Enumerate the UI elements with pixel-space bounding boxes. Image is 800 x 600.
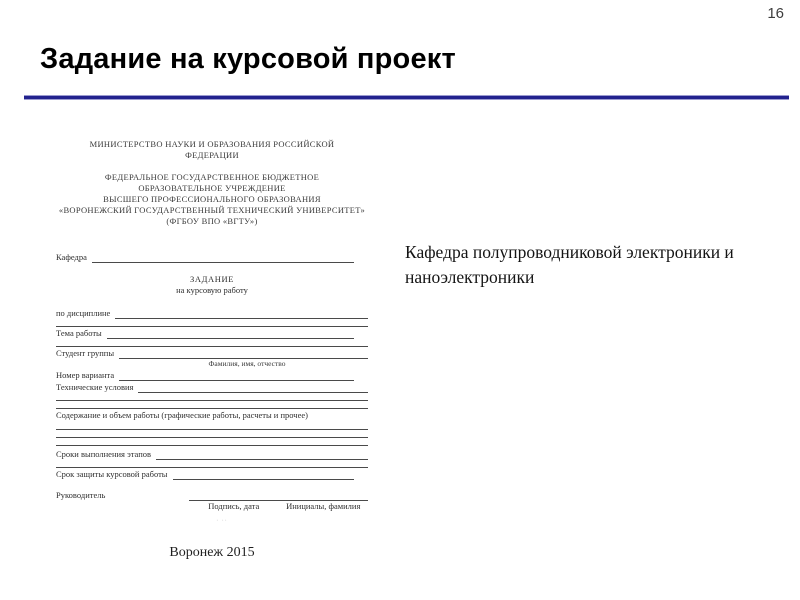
ministry-line: ФЕДЕРАЦИИ	[185, 150, 239, 160]
theme-blank-line	[107, 327, 354, 339]
institution-line: (ФГБОУ ВПО «ВГТУ»)	[166, 216, 258, 226]
kafedra-blank-line	[92, 251, 354, 263]
variant-blank-line	[119, 369, 354, 381]
blank-line	[56, 430, 368, 438]
initials-surname-caption: Инициалы, фамилия	[286, 501, 361, 511]
supervisor-label: Руководитель	[56, 490, 106, 500]
discipline-field	[56, 307, 368, 319]
tech-conditions-field	[56, 381, 368, 393]
institution-line: ОБРАЗОВАТЕЛЬНОЕ УЧРЕЖДЕНИЕ	[138, 183, 286, 193]
kafedra-field	[56, 251, 368, 263]
theme-label: Тема работы	[56, 328, 102, 338]
student-caption: Фамилия, имя, отчество	[208, 359, 286, 368]
blank-line	[56, 438, 368, 446]
content-scope-label: Содержание и объем работы (графические работы, расчеты и прочее)	[56, 410, 308, 420]
department-caption: Кафедра полупроводниковой электроники и наноэлектроники	[405, 242, 734, 288]
document-title: ЗАДАНИЕ	[189, 274, 234, 284]
signature-date-caption: Подпись, дата	[208, 501, 260, 511]
blank-line	[56, 319, 368, 327]
discipline-blank-line	[115, 307, 368, 319]
student-label: Студент группы	[56, 348, 115, 358]
student-blank-line	[119, 347, 368, 359]
assignment-form-document	[47, 130, 377, 540]
defense-date-field	[56, 468, 368, 480]
blank-line	[56, 460, 368, 468]
institution-line: ФЕДЕРАЛЬНОЕ ГОСУДАРСТВЕННОЕ БЮДЖЕТНОЕ	[104, 172, 320, 182]
page-number: 16	[767, 5, 784, 22]
signature-captions	[189, 501, 368, 512]
slide-title: Задание на курсовой проект	[40, 43, 456, 76]
defense-date-label: Срок защиты курсовой работы	[56, 469, 168, 479]
theme-field	[56, 327, 368, 339]
supervisor-field	[56, 489, 368, 501]
tech-conditions-label: Технические условия	[56, 382, 134, 392]
stages-field	[56, 448, 368, 460]
stages-label: Сроки выполнения этапов	[56, 449, 152, 459]
tech-conditions-blank-line	[138, 381, 368, 393]
stages-blank-line	[156, 448, 368, 460]
student-field	[56, 347, 368, 359]
blank-line	[56, 339, 368, 347]
assignment-form-content	[47, 130, 377, 527]
discipline-label: по дисциплине	[56, 308, 111, 318]
title-divider-line	[24, 95, 789, 100]
blank-line	[56, 393, 368, 401]
supervisor-signature-line	[189, 489, 368, 501]
institution-line: «ВОРОНЕЖСКИЙ ГОСУДАРСТВЕННЫЙ ТЕХНИЧЕСКИЙ УНИВЕРСИТЕТ»	[58, 205, 366, 215]
defense-date-blank-line	[173, 468, 354, 480]
blank-line	[56, 422, 368, 430]
kafedra-label: Кафедра	[56, 252, 87, 262]
institution-line: ВЫСШЕГО ПРОФЕССИОНАЛЬНОГО ОБРАЗОВАНИЯ	[103, 194, 321, 204]
document-subtitle: на курсовую работу	[176, 285, 248, 295]
variant-label: Номер варианта	[56, 370, 115, 380]
blank-line	[56, 401, 368, 409]
ministry-line: МИНИСТЕРСТВО НАУКИ И ОБРАЗОВАНИЯ РОССИЙСКОЙ	[89, 139, 335, 149]
city-year-caption: Воронеж 2015	[169, 545, 255, 560]
variant-field	[56, 369, 368, 381]
scan-artifact: · ··	[216, 518, 228, 524]
